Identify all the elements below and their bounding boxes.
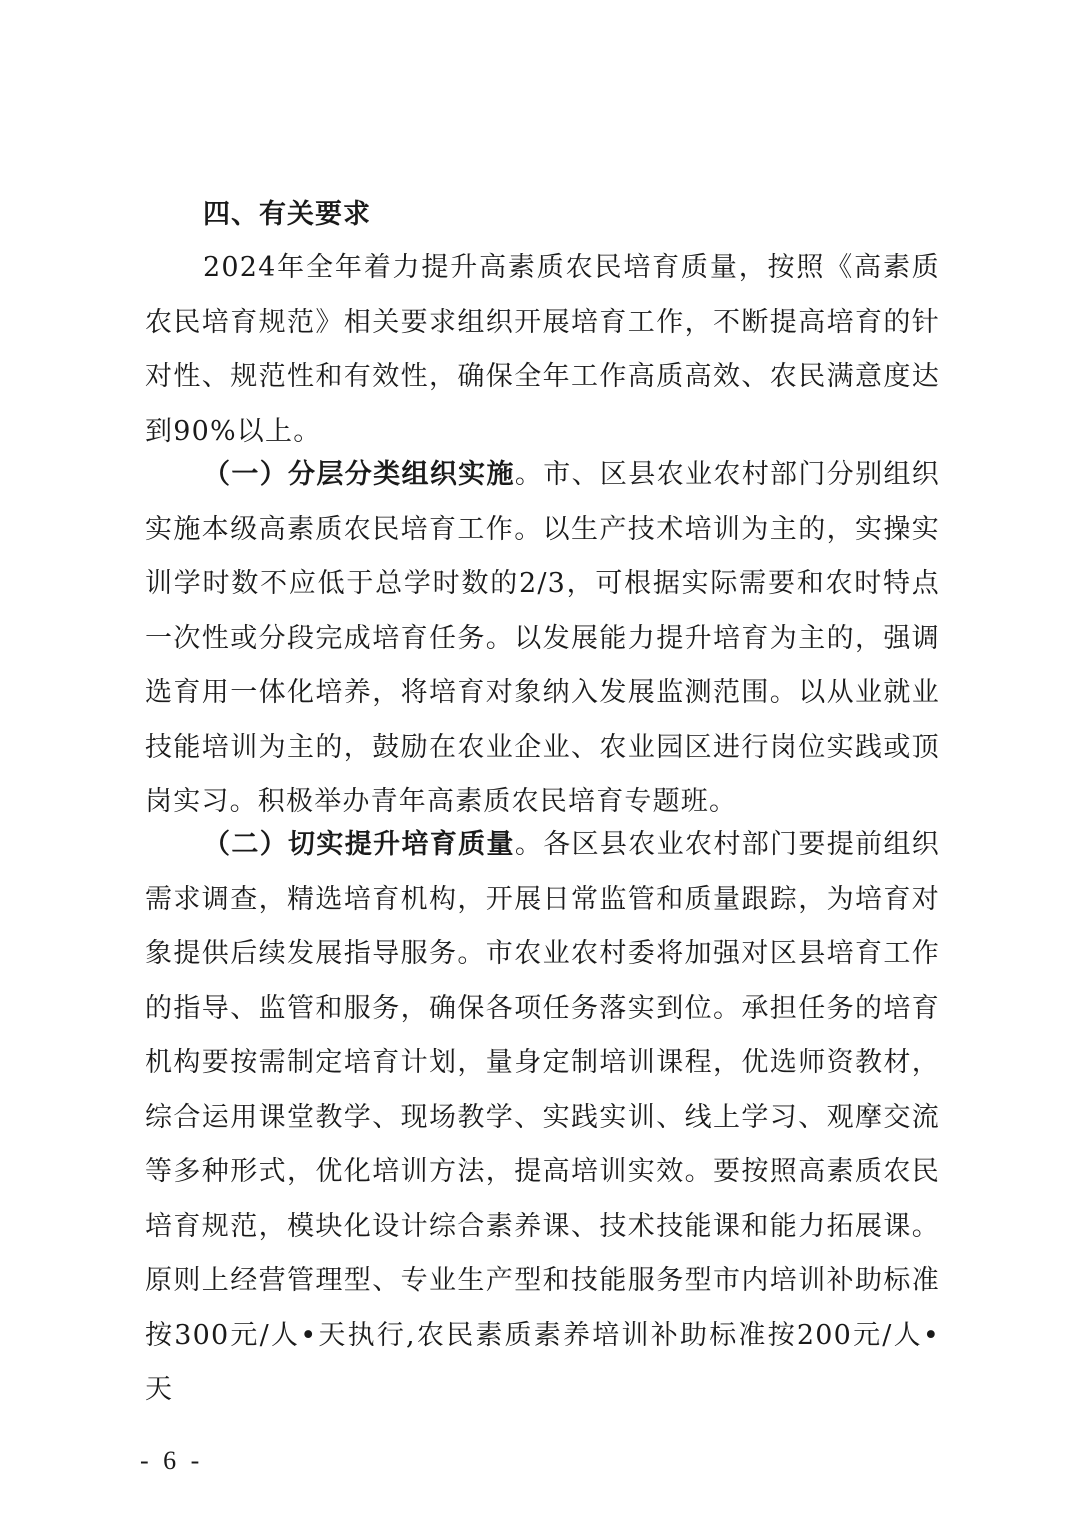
intro-paragraph — [145, 241, 940, 459]
intro-paragraph-text: 2024年全年着力提升高素质农民培育质量，按照《高素质农民培育规范》相关要求组织开展培育工作，不断提高培育的针对性、规范性和有效性，确保全年工作高质高效、农民满意度达到90%以上。 — [145, 252, 940, 447]
paragraph-lead-heading: （二）切实提升培育质量 — [203, 829, 515, 860]
paragraph-training-quality — [145, 818, 940, 1418]
paragraph-body-text: 。市、区县农业农村部门分别组织实施本级高素质农民培育工作。以生产技术培训为主的，实操实训学时数不应低于总学时数的2/3，可根据实际需要和农时特点一次性或分段完成培育任务。以发展能力提升培育为主的，强调选育用一体化培养，将培育对象纳入发展监测范围。以从业就业技能培训为主的，鼓励在农业企业、农业园区进行岗位实践或顶岗实习。积极举办青年高素质农民培育专题班。 — [145, 459, 941, 817]
paragraph-layered-implementation — [145, 448, 940, 830]
paragraph-body-text: 。各区县农业农村部门要提前组织需求调查，精选培育机构，开展日常监管和质量跟踪，为培育对象提供后续发展指导服务。市农业农村委将加强对区县培育工作的指导、监管和服务，确保各项任务落实到位。承担任务的培育机构要按需制定培育计划，量身定制培训课程，优选师资教材，综合运用课堂教学、现场教学、实践实训、线上学习、观摩交流等多种形式，优化培训方法，提高培训实效。要按照高素质农民培育规范，模块化设计综合素养课、技术技能课和能力拓展课。原则上经营管理型、专业生产型和技能服务型市内培训补助标准按300元/人•天执行,农民素质素养培训补助标准按200元/人•天 — [145, 829, 941, 1405]
section-heading: 四、有关要求 — [203, 199, 371, 230]
page-number: - 6 - — [140, 1446, 204, 1475]
paragraph-lead-heading: （一）分层分类组织实施 — [203, 459, 515, 490]
